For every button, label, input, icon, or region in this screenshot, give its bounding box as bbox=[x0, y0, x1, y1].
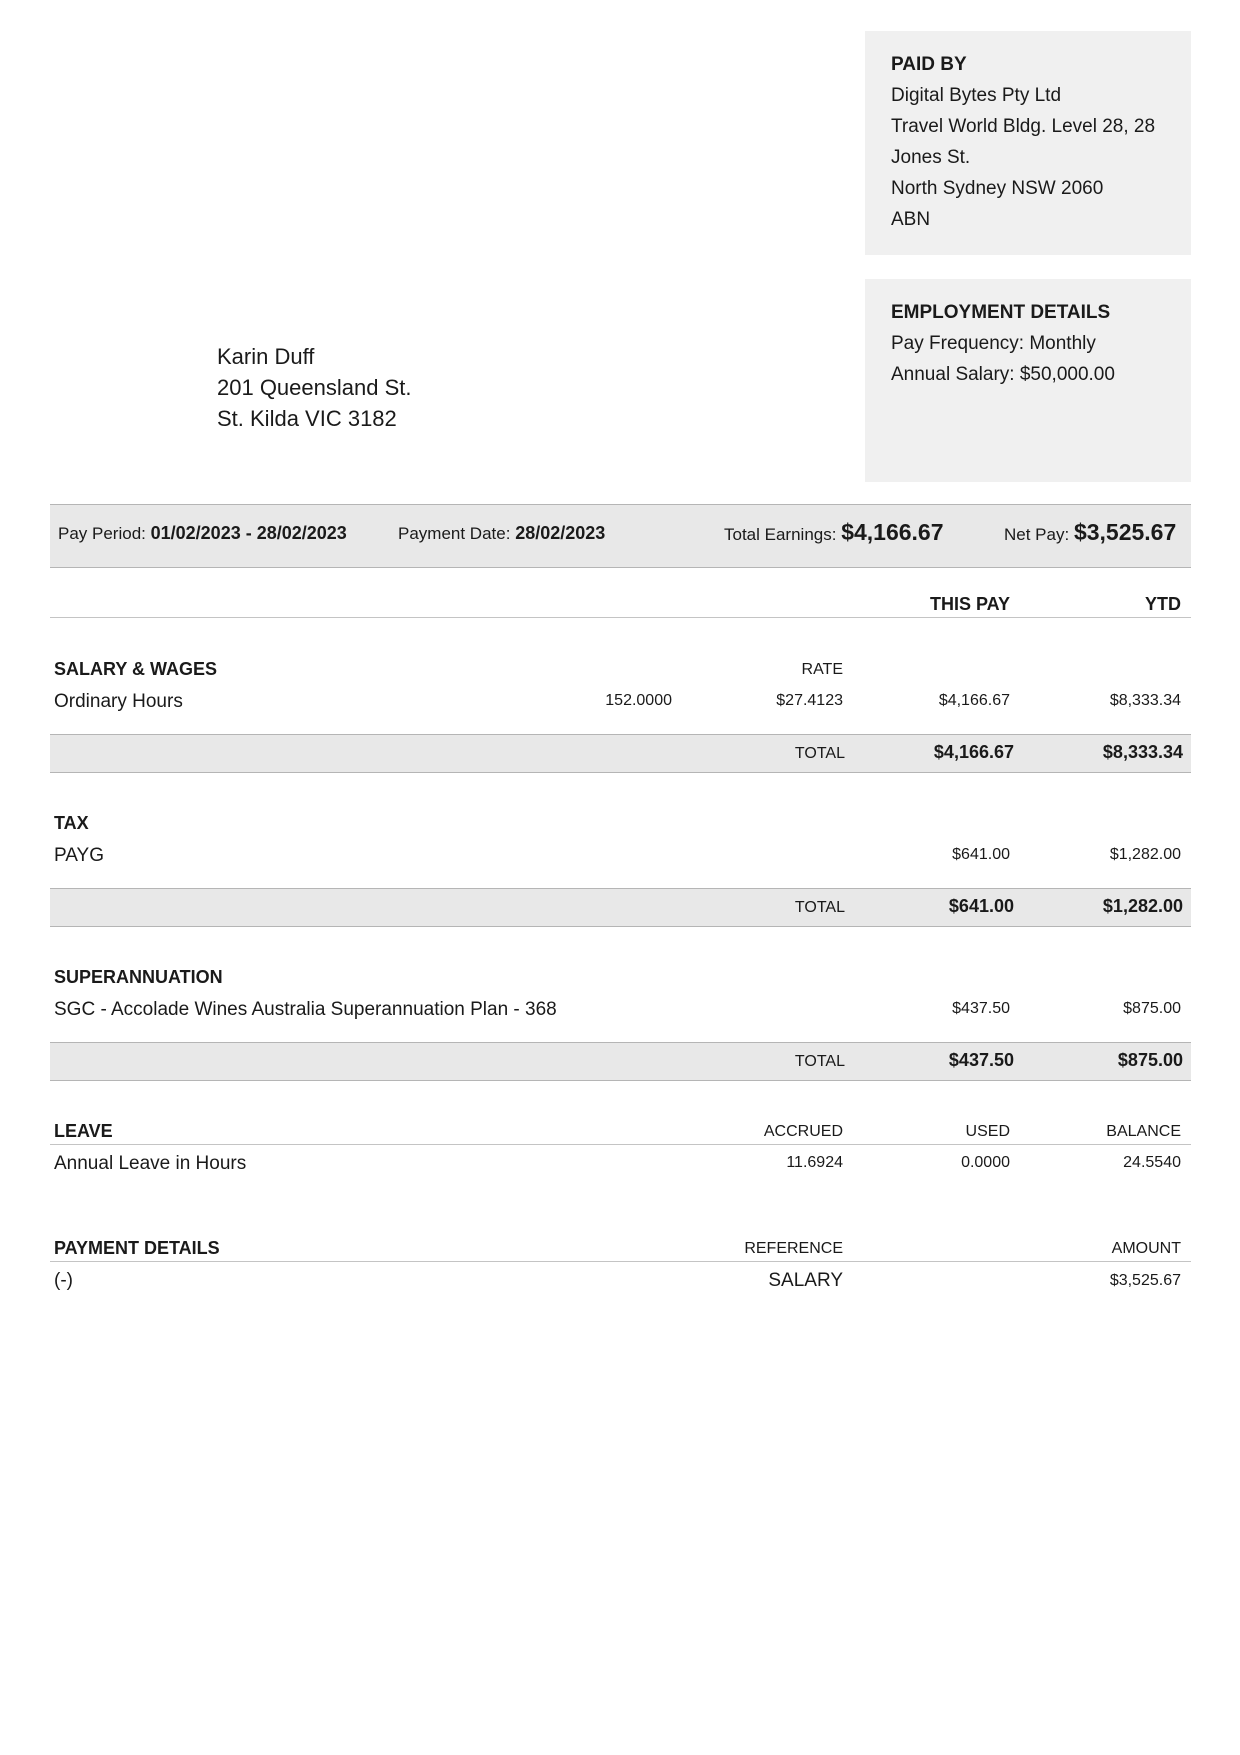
this-pay-header: THIS PAY bbox=[929, 594, 1010, 614]
super-heading: SUPERANNUATION bbox=[54, 967, 223, 987]
annual-leave-balance: 24.5540 bbox=[1123, 1154, 1181, 1171]
pay-period bbox=[58, 523, 347, 544]
payment-header-rule bbox=[50, 1261, 1191, 1262]
company-abn: ABN bbox=[891, 209, 931, 230]
payg-ytd: $1,282.00 bbox=[1109, 846, 1181, 863]
total-earnings-value: $4,166.67 bbox=[841, 519, 944, 545]
ordinary-hours-label: Ordinary Hours bbox=[54, 691, 183, 712]
tax-total-ytd: $1,282.00 bbox=[1102, 896, 1183, 916]
tax-total-band bbox=[50, 888, 1191, 927]
ordinary-hours-this-pay: $4,166.67 bbox=[938, 692, 1010, 709]
company-name: Digital Bytes Pty Ltd bbox=[891, 85, 1062, 106]
annual-leave-used: 0.0000 bbox=[961, 1154, 1010, 1171]
super-plan-label: SGC - Accolade Wines Australia Superannuation Plan - 368 bbox=[54, 999, 557, 1020]
super-total-ytd: $875.00 bbox=[1117, 1050, 1183, 1070]
payment-reference: SALARY bbox=[768, 1270, 843, 1291]
salary-total-label: TOTAL bbox=[794, 745, 845, 762]
payg-this-pay: $641.00 bbox=[952, 846, 1010, 863]
pay-frequency: Pay Frequency: Monthly bbox=[891, 333, 1096, 354]
super-total-label: TOTAL bbox=[794, 1053, 845, 1070]
annual-salary: Annual Salary: $50,000.00 bbox=[891, 364, 1115, 385]
recipient-street: 201 Queensland St. bbox=[217, 375, 412, 400]
tax-total-this-pay: $641.00 bbox=[948, 896, 1014, 916]
salary-total-this-pay: $4,166.67 bbox=[933, 742, 1014, 762]
ytd-header: YTD bbox=[1145, 594, 1181, 614]
recipient-address bbox=[217, 341, 411, 434]
leave-accrued-header: ACCRUED bbox=[763, 1123, 843, 1140]
total-earnings bbox=[724, 519, 944, 546]
column-header-rule bbox=[50, 617, 1191, 618]
employment-details-box bbox=[865, 279, 1191, 482]
super-total-band bbox=[50, 1042, 1191, 1081]
company-address-line2: Jones St. bbox=[891, 147, 971, 168]
net-pay-value: $3,525.67 bbox=[1073, 519, 1177, 545]
payment-amount-header: AMOUNT bbox=[1111, 1240, 1181, 1257]
annual-leave-accrued: 11.6924 bbox=[786, 1154, 843, 1171]
leave-balance-header: BALANCE bbox=[1106, 1123, 1181, 1140]
leave-header-rule bbox=[50, 1144, 1191, 1145]
leave-used-header: USED bbox=[965, 1123, 1010, 1140]
payment-reference-header: REFERENCE bbox=[744, 1240, 843, 1257]
company-address-line3: North Sydney NSW 2060 bbox=[891, 178, 1104, 199]
super-total-this-pay: $437.50 bbox=[948, 1050, 1014, 1070]
rate-header: RATE bbox=[801, 661, 843, 678]
net-pay bbox=[1004, 519, 1176, 546]
super-ytd: $875.00 bbox=[1123, 1000, 1181, 1017]
pay-period-value: 01/02/2023 - 28/02/2023 bbox=[150, 523, 347, 543]
tax-total-label: TOTAL bbox=[794, 899, 845, 916]
net-pay-label: Net Pay: bbox=[1004, 525, 1070, 544]
payment-details-heading: PAYMENT DETAILS bbox=[54, 1238, 220, 1258]
salary-total-ytd: $8,333.34 bbox=[1102, 742, 1183, 762]
annual-leave-label: Annual Leave in Hours bbox=[54, 1153, 247, 1174]
paid-by-heading: PAID BY bbox=[891, 54, 967, 75]
leave-heading: LEAVE bbox=[54, 1121, 113, 1141]
ordinary-hours-quantity: 152.0000 bbox=[605, 692, 672, 709]
payg-label: PAYG bbox=[54, 845, 104, 866]
pay-period-label: Pay Period: bbox=[58, 524, 146, 543]
recipient-city: St. Kilda VIC 3182 bbox=[217, 406, 397, 431]
paid-by-box bbox=[865, 31, 1191, 255]
ordinary-hours-ytd: $8,333.34 bbox=[1109, 692, 1181, 709]
company-address-line1: Travel World Bldg. Level 28, 28 bbox=[891, 116, 1156, 137]
payment-date bbox=[398, 523, 605, 544]
salary-total-band bbox=[50, 734, 1191, 773]
total-earnings-label: Total Earnings: bbox=[724, 525, 837, 544]
payment-date-label: Payment Date: bbox=[398, 524, 511, 543]
tax-heading: TAX bbox=[54, 813, 89, 833]
payment-date-value: 28/02/2023 bbox=[515, 523, 606, 543]
super-this-pay: $437.50 bbox=[952, 1000, 1010, 1017]
payment-amount: $3,525.67 bbox=[1109, 1272, 1181, 1289]
employment-heading: EMPLOYMENT DETAILS bbox=[891, 302, 1111, 323]
recipient-name: Karin Duff bbox=[217, 344, 315, 369]
payment-account: (-) bbox=[54, 1270, 73, 1291]
salary-heading: SALARY & WAGES bbox=[54, 659, 218, 679]
ordinary-hours-rate: $27.4123 bbox=[776, 692, 843, 709]
